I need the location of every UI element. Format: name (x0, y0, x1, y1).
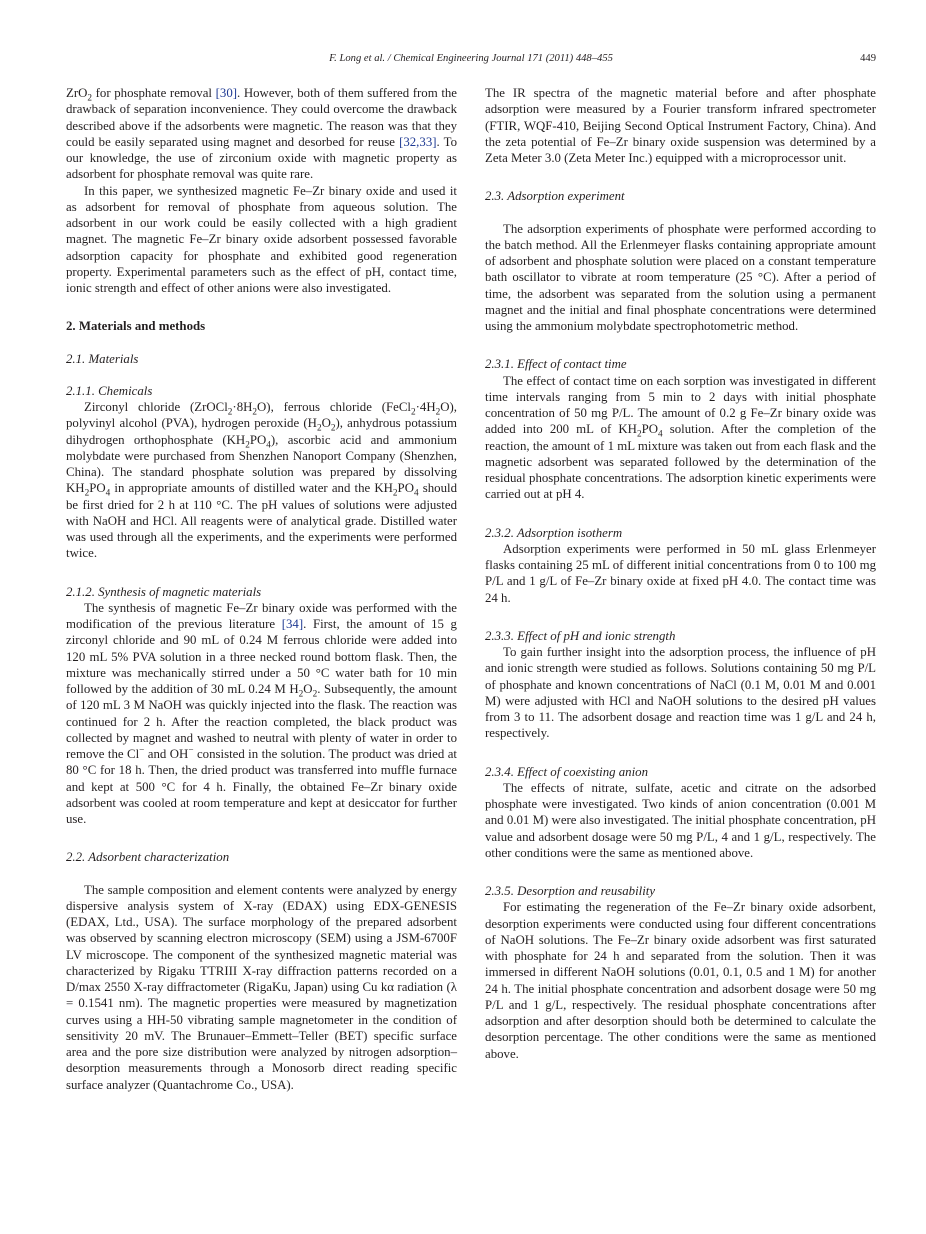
right-column (485, 85, 876, 1062)
adsorption-paragraph: The adsorption experiments of phosphate were performed according to the batch method. All the Erlenmeyer flasks containing appropriate amount of adsorbent and phosphate solution were placed on a constant temperature bath oscillator to vibrate at room temperature (25 °C). After a period of time, the adsorbent was separated from the solution using a permanent magnet and the initial and final phosphate concentrations were determined using the ammonium molybdate spectrophotometric method. (485, 221, 876, 333)
contact-time-paragraph: The effect of contact time on each sorption was investigated in different time intervals ranging from 5 min to 2 days with initial phosphate concentration of 50 mg P/L. The amount of 0.2 g Fe–Zr binary oxide was added into 200 mL of $KH_2PO_4$ solution. After the completion of the reaction, the amount of 1 mL mixture was taken out from each flask and the magnetic adsorbent was separated followed by the determination of the residual phosphate concentrations. The adsorption kinetic experiments were carried out at pH 4. (485, 373, 876, 502)
subsection-heading: 2.1. Materials (66, 351, 139, 366)
subsubsection-heading: 2.1.1. Chemicals (66, 383, 153, 398)
running-title: F. Long et al. / Chemical Engineering Journal 171 (2011) 448–455 (329, 53, 613, 64)
subsubsection-heading: 2.3.3. Effect of pH and ionic strength (485, 628, 676, 643)
left-column (66, 85, 457, 1093)
subsubsection-heading: 2.3.1. Effect of contact time (485, 357, 627, 372)
desorption-paragraph: For estimating the regeneration of the Fe–Zr binary oxide adsorbent, desorption experiments were conducted using four different concentrations of NaOH solutions. The Fe–Zr binary oxide adsorbent was first saturated with phosphate for 24 h and separated from the solution. Then it was immersed in different NaOH solutions (0.01, 0.1, 0.5 and 1 M) for another 24 h. The initial phosphate concentration and adsorbent dosage were 50 mg P/L and 1 g/L, respectively. The residual phosphate concentrations after adsorption and after desorption should both be determined to calculate the desorption percentage. The other conditions were the same as mentioned above. (485, 900, 876, 1061)
coexisting-anion-paragraph: The effects of nitrate, sulfate, acetic and citrate on the adsorbed phosphate were investigated. Two kinds of anion concentration (0.001 M and 0.01 M) were also investigated. The initial phosphate concentration, pH value and adsorbent dosage were 50 mg P/L, 4 and 1 g/L, respectively. The other conditions were the same as mentioned above. (485, 780, 876, 860)
isotherm-paragraph: Adsorption experiments were performed in 50 mL glass Erlenmeyer flasks containing 25 mL of different initial concentrations from 0 to 100 mg P/L and 1 g/L of Fe–Zr binary oxide at fixed pH 4.0. The contact time was 24 h. (485, 541, 876, 605)
intro-paragraph-continued: ZrO$_2$ for phosphate removal [30]. However, both of them suffered from the drawback of separation inconvenience. They could overcome the drawback described above if the adsorbents were magnetic. The reason was that they could be easily separated using magnet and desorbed for reuse [32,33]. To our knowledge, the use of zirconium oxide with magnetic property as adsorbent for phosphate removal was quite rare. (66, 86, 458, 182)
running-header (66, 53, 876, 69)
synthesis-paragraph: The synthesis of magnetic Fe–Zr binary oxide was performed with the modification of the previous literature [34]. First, the amount of 15 g zirconyl chloride and 90 mL of 0.24 M ferrous chloride were added into 120 mL 5% PVA solution in a three necked round bottom flask. Then, the mixture was mechanically stirred under a 50 °C water bath for 10 min followed by the addition of 30 mL 0.24 M $H_2O_2$. Subsequently, the amount of 120 mL 3 M NaOH was quickly injected into the flask. The reaction was continued for 2 h. After the reaction completed, the black product was collected by magnet and washed to neutral with plenty of water in order to remove the Cl− and OH− consisted in the solution. The product was dried at 80 °C for 18 h. Then, the dried product was transferred into muffle furnace and kept at 500 °C for 4 h. Finally, the obtained Fe–Zr binary oxide adsorbent was cooled at room temperature and kept at desiccator for further use. (66, 600, 457, 826)
subsection-heading: 2.3. Adsorption experiment (485, 189, 625, 204)
chemicals-paragraph: Zirconyl chloride $(ZrOCl_2\cdot 8H_2O)$, ferrous chloride $(FeCl_2\cdot 4H_2O)$, polyvinyl alcohol (PVA), hydrogen peroxide $(H_2O_2)$, anhydrous potassium dihydrogen orthophosphate $(KH_2PO_4)$, ascorbic acid and ammonium molybdate were purchased from Shenzhen Nanoport Company (Shenzhen, China). The standard phosphate solution was prepared by dissolving $KH_2PO_4$ in appropriate amounts of distilled water and the $KH_2PO_4$ should be first dried for 2 h at 110 °C. The pH values of solutions were adjusted with NaOH and HCl. All reagents were of analytical grade. Distilled water was used through all the experiments, and the experiments were performed twice. (66, 400, 458, 561)
characterization-paragraph-continued: The IR spectra of the magnetic material before and after phosphate adsorption were measured by a Fourier transform infrared spectrometer (FTIR, WQF-410, Beijing Second Optical Instrument Factory, China). And the zeta potential of Fe–Zr binary oxide suspension was determined by a Zeta Meter 3.0 (Zeta Meter Inc.) equipped with a microprocessor unit. (485, 86, 876, 165)
subsubsection-heading: 2.3.2. Adsorption isotherm (485, 525, 623, 540)
section-heading: 2. Materials and methods (66, 319, 206, 334)
characterization-paragraph: The sample composition and element contents were analyzed by energy dispersive analysis system of X-ray (EDAX) using EDX-GENESIS (EDAX, Ltd., USA). The surface morphology of the prepared adsorbent was observed by scanning electron microscopy (SEM) using a JSM-6700F LV microscope. The component of the synthesized magnetic material was characterized by Rigaku TTRIII X-ray diffraction patterns recorded on a D/max 2550 X-ray diffractometer (RigaKu, Japan) using Cu kα radiation (λ = 0.1541 nm). The magnetic properties were measured by magnetization curves using a HH-50 vibrating sample magnetometer in the condition of sensitivity 20 mV. The Brunauer–Emmett–Teller (BET) specific surface area and the pore size distribution were analyzed by nitrogen adsorption–desorption measurements through a Monosorb direct reading specific surface analyzer (Quantachrome Co., USA). (66, 882, 457, 1092)
intro-paragraph: In this paper, we synthesized magnetic Fe–Zr binary oxide and used it as adsorbent for removal of phosphate from aqueous solution. The adsorbent in our work could be easily collected with a high gradient magnet. The magnetic Fe–Zr binary oxide adsorbent possessed favorable adsorption capacity for phosphate and exhibited good regeneration property. Experimental parameters such as the effect of pH, contact time, ionic strength and effect of other anions were also investigated. (66, 183, 457, 295)
subsubsection-heading: 2.3.5. Desorption and reusability (485, 884, 656, 898)
ph-ionic-strength-paragraph: To gain further insight into the adsorption process, the influence of pH and ionic strength were studied as follows. Solutions containing 50 mg P/L of phosphate and known concentrations of NaCl (0.1 M, 0.01 M and 0.001 M) were adjusted with HCl and NaOH solutions to the desired pH values from 3 to 11. The adsorbent dosage and reaction time was 1 g/L and 24 h, respectively. (485, 645, 876, 741)
citation-link[interactable]: [32,33] (399, 134, 437, 149)
subsection-heading: 2.2. Adsorbent characterization (66, 850, 230, 865)
citation-link[interactable]: [34] (281, 617, 304, 631)
subsubsection-heading: 2.1.2. Synthesis of magnetic materials (66, 584, 262, 599)
citation-link[interactable]: [30] (215, 86, 238, 100)
subsubsection-heading: 2.3.4. Effect of coexisting anion (485, 764, 649, 779)
page-number: 449 (860, 53, 876, 64)
